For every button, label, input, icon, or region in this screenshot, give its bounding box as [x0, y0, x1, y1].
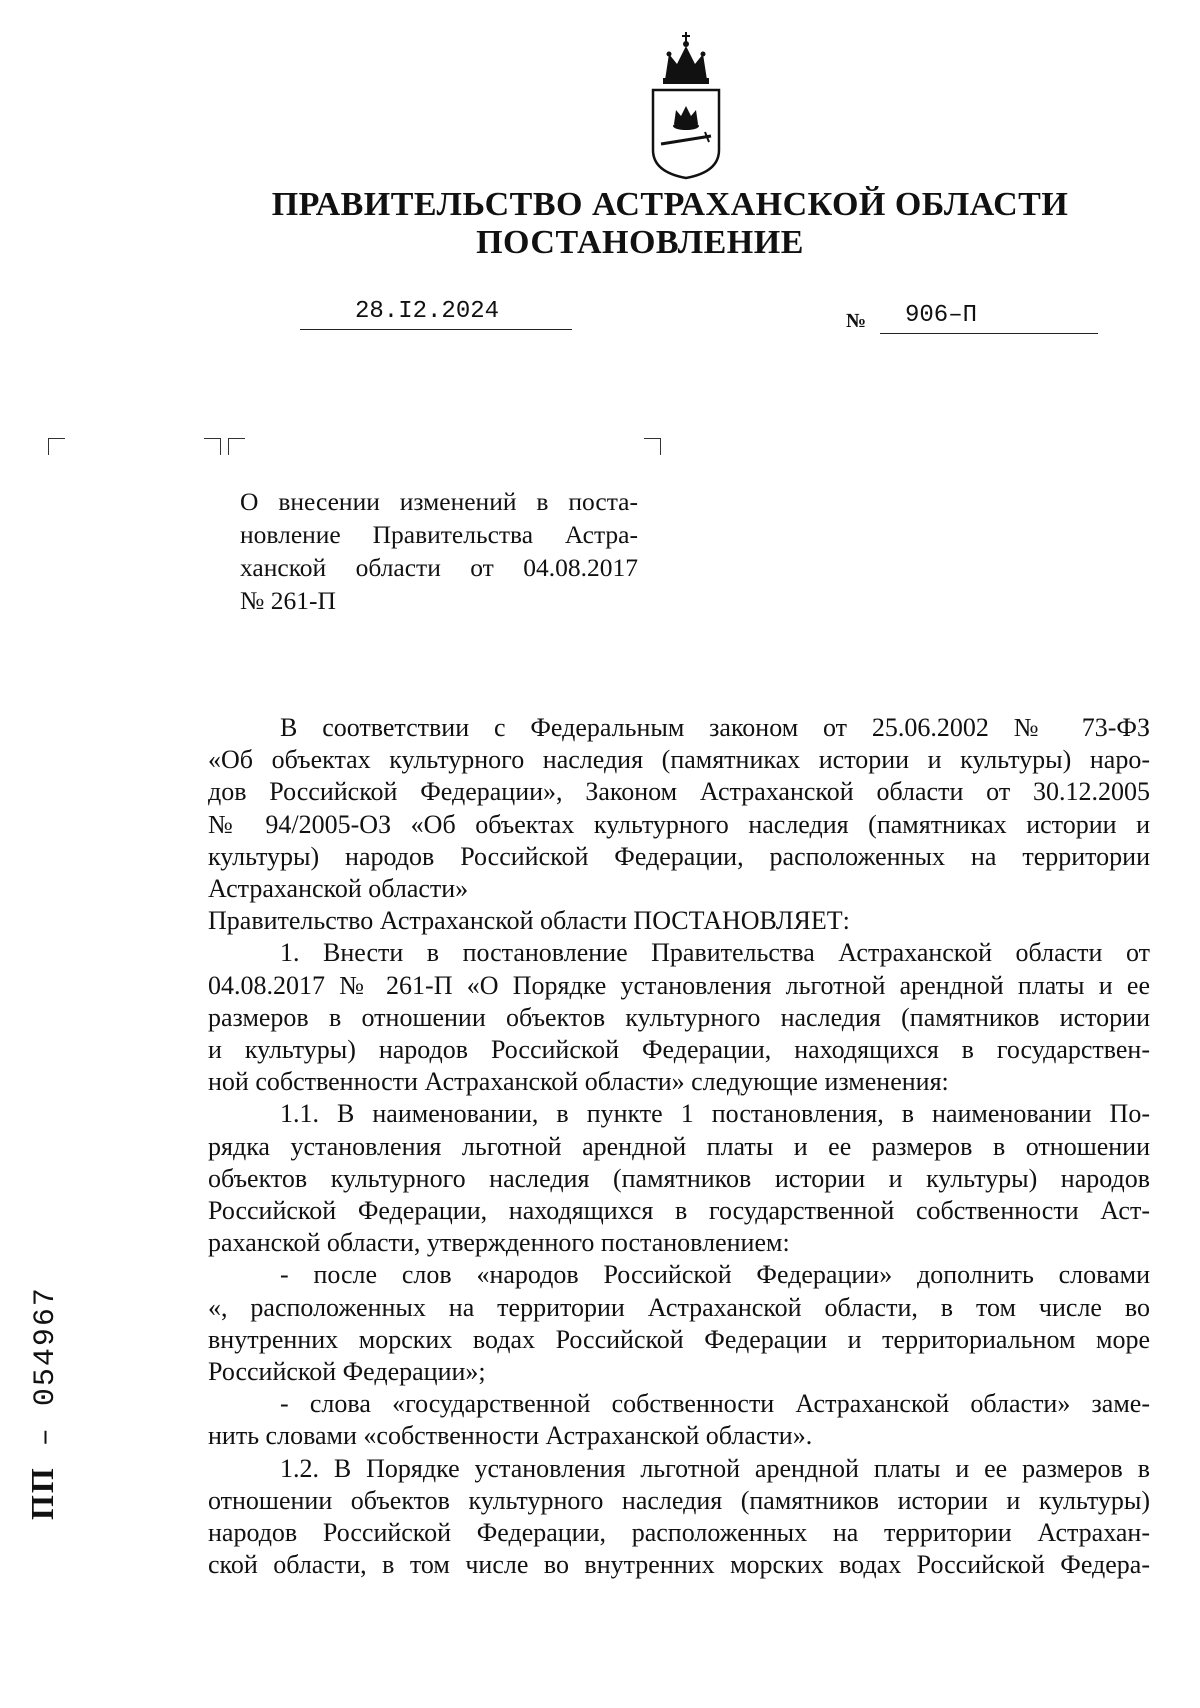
body-line: Российской Федерации, находящихся в государственной собственности Аст-	[208, 1196, 1150, 1226]
date-underline	[300, 329, 572, 330]
body-line: нить словами «собственности Астраханской области».	[208, 1421, 813, 1451]
number-underline	[880, 333, 1098, 334]
body-line: «Об объектах культурного наследия (памятниках истории и культуры) наро-	[208, 745, 1150, 775]
stamp-dash: –	[29, 1426, 63, 1447]
body-line: - слова «государственной собственности Астраханской области» заме-	[280, 1389, 1150, 1419]
body-line: 1. Внести в постановление Правительства Астраханской области от	[280, 938, 1150, 968]
subject-line: № 261-П	[240, 586, 336, 615]
body-line: объектов культурного наследия (памятников истории и культуры) народов	[208, 1163, 1150, 1193]
corner-bracket	[48, 438, 65, 455]
corner-bracket	[228, 438, 245, 455]
body-line: Правительство Астраханской области ПОСТАНОВЛЯЕТ:	[208, 906, 850, 936]
body-line: - после слов «народов Российской Федерации» дополнить словами	[280, 1260, 1150, 1290]
document-subject	[240, 485, 638, 617]
body-line: рядка установления льготной арендной платы и ее размеров в отношении	[208, 1131, 1150, 1161]
subject-line: ханской области от 04.08.2017	[240, 553, 638, 582]
document-type: ПОСТАНОВЛЕНИЕ	[476, 224, 804, 261]
body-line: 1.1. В наименовании, в пункте 1 постановления, в наименовании По-	[280, 1099, 1150, 1129]
body-line: Российской Федерации»;	[208, 1357, 486, 1387]
corner-bracket	[204, 438, 221, 455]
body-line: внутренних морских водах Российской Федерации и территориальном море	[208, 1324, 1150, 1354]
body-line: «, расположенных на территории Астраханской области, в том числе во	[208, 1292, 1150, 1322]
body-line: культуры) народов Российской Федерации, расположенных на территории	[208, 841, 1150, 871]
subject-line: О внесении изменений в поста-	[240, 487, 638, 516]
body-line: раханской области, утвержденного постановлением:	[208, 1228, 790, 1258]
body-line: Астраханской области»	[208, 874, 469, 904]
document-body	[208, 712, 1150, 1581]
corner-bracket	[644, 438, 661, 455]
body-line: № 94/2005-ОЗ «Об объектах культурного наследия (памятниках истории и	[208, 809, 1150, 839]
body-line: отношении объектов культурного наследия (памятников истории и культуры)	[208, 1485, 1150, 1515]
body-line: 1.2. В Порядке установления льготной арендной платы и ее размеров в	[280, 1453, 1150, 1483]
number-sign: №	[846, 310, 867, 332]
government-title: ПРАВИТЕЛЬСТВО АСТРАХАНСКОЙ ОБЛАСТИ	[271, 186, 1069, 223]
body-line: народов Российской Федерации, расположенных на территории Астрахан-	[208, 1518, 1150, 1548]
body-line: ской области, в том числе во внутренних морских водах Российской Федера-	[208, 1550, 1150, 1580]
body-line: В соответствии с Федеральным законом от 25.06.2002 № 73-ФЗ	[280, 713, 1150, 742]
form-serial-stamp	[24, 1286, 63, 1520]
stamp-series: ПП	[24, 1466, 60, 1520]
body-line: дов Российской Федерации», Законом Астраханской области от 30.12.2005	[208, 777, 1150, 807]
subject-line: новление Правительства Астра-	[240, 520, 638, 549]
document-date: 28.I2.2024	[355, 298, 500, 325]
stamp-number: 054967	[29, 1286, 63, 1407]
coat-of-arms-icon	[647, 32, 725, 180]
document-number: 906–П	[905, 302, 978, 329]
body-line: размеров в отношении объектов культурного наследия (памятников истории	[208, 1002, 1150, 1032]
body-line: и культуры) народов Российской Федерации, находящихся в государствен-	[208, 1035, 1150, 1065]
body-line: ной собственности Астраханской области» следующие изменения:	[208, 1067, 949, 1097]
body-line: 04.08.2017 № 261-П «О Порядке установления льготной арендной платы и ее	[208, 970, 1150, 1000]
